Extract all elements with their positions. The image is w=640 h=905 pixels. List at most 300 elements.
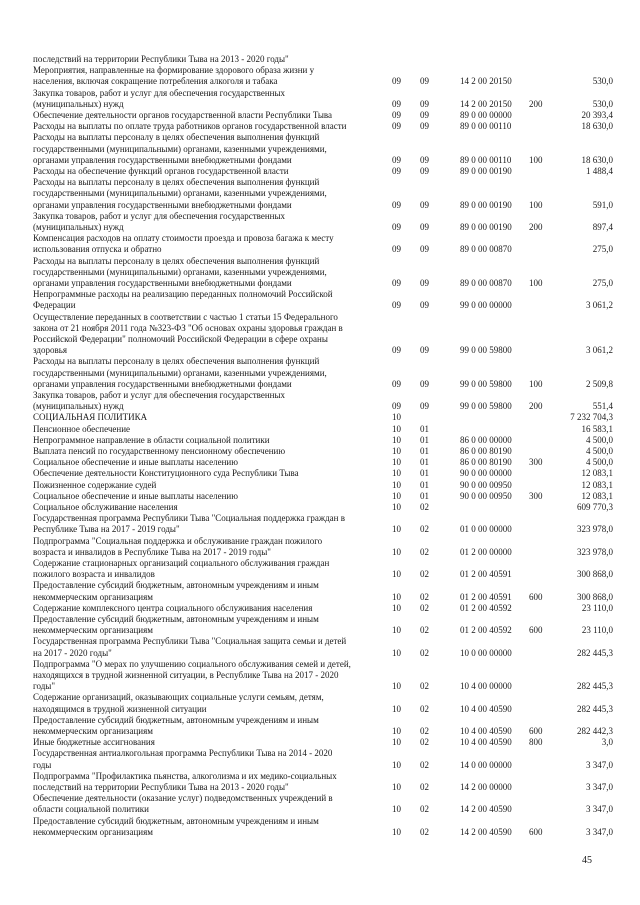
row-name-line: здоровья [33, 345, 67, 356]
expense-type-code: 600 [529, 826, 543, 837]
amount: 4 500,0 [586, 445, 613, 456]
row-name [33, 356, 383, 390]
row-name-line: Расходы на обеспечение функций органов государственной власти [33, 166, 289, 176]
target-code: 14 2 00 20150 [460, 98, 512, 109]
row-name-line: Закупка товаров, работ и услуг для обеспечения государственных [33, 87, 286, 98]
expense-type-code: 200 [529, 98, 543, 109]
amount: 300 868,0 [577, 569, 613, 580]
subsection-code: 02 [420, 569, 429, 580]
row-name-line: Государственная программа Республики Тыва "Социальная защита семьи и детей [33, 636, 347, 647]
section-code: 10 [392, 423, 401, 434]
row-name-line: некоммерческим организациям [33, 591, 153, 602]
row-name [33, 166, 383, 177]
table-row [0, 424, 640, 435]
section-code: 09 [392, 165, 401, 176]
table-row [0, 748, 640, 770]
target-code: 90 0 00 00950 [460, 490, 512, 501]
amount: 3 061,2 [586, 300, 613, 311]
amount: 323 978,0 [577, 524, 613, 535]
table-row [0, 513, 640, 535]
subsection-code: 02 [420, 647, 429, 658]
row-name-line: (муниципальных) нужд [33, 222, 124, 232]
section-code: 09 [392, 378, 401, 389]
section-code: 10 [392, 569, 401, 580]
subsection-code: 02 [420, 703, 429, 714]
row-name-line: государственными (муниципальными) органами, казенными учреждениями, [33, 266, 327, 277]
target-code: 01 0 00 00000 [460, 524, 512, 535]
table-row [0, 233, 640, 255]
subsection-code: 02 [420, 681, 429, 692]
table-row [0, 256, 640, 290]
row-name-line: Подпрограмма "О мерах по улучшению социального обслуживания семей и детей, [33, 658, 351, 669]
subsection-code: 02 [420, 602, 429, 613]
subsection-code: 02 [420, 781, 429, 792]
table-row [0, 502, 640, 513]
section-code: 09 [392, 98, 401, 109]
row-name-line: Закупка товаров, работ и услуг для обеспечения государственных [33, 390, 286, 400]
section-code: 09 [392, 345, 401, 356]
table-row [0, 166, 640, 177]
subsection-code: 02 [420, 625, 429, 636]
section-code: 09 [392, 401, 401, 412]
row-name-line: годы [33, 759, 52, 770]
row-name-line: Иные бюджетные ассигнования [33, 737, 155, 748]
table-row [0, 793, 640, 815]
expense-type-code: 600 [529, 725, 543, 736]
table-row [0, 457, 640, 468]
page-number: 45 [582, 855, 592, 866]
subsection-code: 09 [420, 154, 429, 165]
table-row [0, 737, 640, 748]
section-code: 10 [392, 445, 401, 456]
section-code: 10 [392, 479, 401, 490]
target-code: 10 4 00 40590 [460, 737, 512, 748]
row-name [33, 256, 383, 290]
table-row [0, 446, 640, 457]
table-row [0, 312, 640, 357]
table-row [0, 435, 640, 446]
amount: 18 630,0 [581, 154, 613, 165]
row-name [33, 816, 383, 838]
target-code: 90 0 00 00950 [460, 479, 512, 490]
subsection-code: 09 [420, 345, 429, 356]
row-name-line: Обеспечение деятельности органов государственной власти Республики Тыва [33, 110, 333, 120]
section-code: 10 [392, 625, 401, 636]
row-name-line: некоммерческим организациям [33, 826, 153, 837]
target-code: 01 2 00 40592 [460, 625, 512, 636]
row-name-line: последствий на территории Республики Тыва на 2013 - 2020 годы" [33, 54, 289, 64]
row-name [33, 65, 383, 87]
row-name-line: Подпрограмма "Социальная поддержка и обслуживание граждан пожилого [33, 535, 323, 546]
subsection-code: 02 [420, 826, 429, 837]
table-row [0, 636, 640, 658]
section-code: 10 [392, 468, 401, 479]
expense-type-code: 100 [529, 277, 543, 288]
amount: 897,4 [592, 221, 613, 232]
row-name-line: государственными (муниципальными) органами, казенными учреждениями, [33, 188, 327, 199]
subsection-code: 09 [420, 98, 429, 109]
row-name [33, 446, 383, 457]
row-name [33, 54, 383, 65]
target-code: 89 0 00 00110 [460, 154, 512, 165]
target-code: 90 0 00 00000 [460, 468, 512, 479]
table-row [0, 536, 640, 558]
row-name-line: СОЦИАЛЬНАЯ ПОЛИТИКА [33, 412, 148, 423]
row-name-line: возраста и инвалидов в Республике Тыва на 2017 - 2019 годы" [33, 546, 271, 557]
row-name [33, 289, 383, 311]
table-row [0, 558, 640, 580]
section-code: 10 [392, 804, 401, 815]
row-name [33, 121, 383, 132]
target-code: 14 2 00 40590 [460, 826, 512, 837]
row-name-line: Пенсионное обеспечение [33, 423, 131, 434]
row-name [33, 390, 383, 412]
amount: 3 347,0 [586, 826, 613, 837]
expense-type-code: 200 [529, 221, 543, 232]
section-code: 10 [392, 737, 401, 748]
table-row [0, 692, 640, 714]
table-row [0, 211, 640, 233]
target-code: 10 4 00 40590 [460, 725, 512, 736]
row-name-line: на 2017 - 2020 годы" [33, 647, 112, 658]
row-name [33, 580, 383, 602]
row-name [33, 692, 383, 714]
subsection-code: 09 [420, 401, 429, 412]
target-code: 14 2 00 40590 [460, 804, 512, 815]
section-code: 10 [392, 524, 401, 535]
section-code: 09 [392, 109, 401, 120]
table-row [0, 412, 640, 423]
target-code: 89 0 00 00000 [460, 109, 512, 120]
subsection-code: 02 [420, 759, 429, 770]
amount: 323 978,0 [577, 546, 613, 557]
table-row [0, 177, 640, 211]
section-code: 10 [392, 681, 401, 692]
row-name-line: Пожизненное содержание судей [33, 479, 157, 490]
row-name-line: годы" [33, 681, 56, 692]
row-name-line: Социальное обслуживание населения [33, 502, 178, 512]
target-code: 86 0 00 80190 [460, 445, 512, 456]
row-name-line: Непрограммные расходы на реализацию переданных полномочий Российской [33, 289, 333, 300]
target-code: 01 2 00 40591 [460, 591, 512, 602]
subsection-code: 01 [420, 490, 429, 501]
table-row [0, 491, 640, 502]
section-code: 09 [392, 154, 401, 165]
row-name [33, 502, 383, 513]
row-name [33, 614, 383, 636]
row-name-line: Выплата пенсий по государственному пенсионному обеспечению [33, 446, 286, 456]
table-row [0, 468, 640, 479]
expense-type-code: 300 [529, 490, 543, 501]
amount: 20 393,4 [581, 109, 613, 120]
row-name-line: Предоставление субсидий бюджетным, автономным учреждениям и иным [33, 815, 319, 826]
row-name-line: органами управления государственными внебюджетными фондами [33, 278, 292, 288]
row-name-line: органами управления государственными внебюджетными фондами [33, 154, 292, 165]
row-name-line: органами управления государственными внебюджетными фондами [33, 378, 292, 389]
subsection-code: 01 [420, 457, 429, 468]
target-code: 01 2 00 00000 [460, 546, 512, 557]
target-code: 10 0 00 00000 [460, 647, 512, 658]
amount: 282 445,3 [577, 681, 613, 692]
subsection-code: 09 [420, 109, 429, 120]
row-name [33, 211, 383, 233]
section-code: 10 [392, 501, 401, 512]
row-name [33, 737, 383, 748]
section-code: 09 [392, 277, 401, 288]
row-name-line: Предоставление субсидий бюджетным, автономным учреждениям и иным [33, 614, 319, 624]
amount: 16 583,1 [581, 423, 613, 434]
row-name-line: Расходы на выплаты персоналу в целях обеспечения выполнения функций [33, 255, 320, 266]
row-name [33, 536, 383, 558]
table-row [0, 816, 640, 838]
row-name [33, 558, 383, 580]
section-code: 10 [392, 457, 401, 468]
amount: 591,0 [592, 199, 613, 210]
row-name [33, 435, 383, 446]
target-code: 89 0 00 00870 [460, 277, 512, 288]
target-code: 89 0 00 00870 [460, 244, 512, 255]
target-code: 99 0 00 59800 [460, 378, 512, 389]
amount: 282 445,3 [577, 703, 613, 714]
target-code: 89 0 00 00190 [460, 221, 512, 232]
section-code: 10 [392, 546, 401, 557]
row-name-line: (муниципальных) нужд [33, 401, 124, 412]
row-name-line: последствий на территории Республики Тыва на 2013 - 2020 годы" [33, 782, 289, 792]
row-name [33, 491, 383, 502]
row-name-line: находящихся в трудной жизненной ситуации, в Республике Тыва на 2017 - 2020 [33, 670, 339, 680]
amount: 3 061,2 [586, 345, 613, 356]
section-code: 09 [392, 76, 401, 87]
table-row [0, 390, 640, 412]
target-code: 89 0 00 00190 [460, 165, 512, 176]
row-name-line: Подпрограмма "Профилактика пьянства, алкоголизма и их медико-социальных [33, 770, 337, 781]
subsection-code: 09 [420, 378, 429, 389]
subsection-code: 01 [420, 468, 429, 479]
row-name-line: Республике Тыва на 2017 - 2019 годы" [33, 524, 180, 535]
amount: 530,0 [592, 98, 613, 109]
target-code: 89 0 00 00110 [460, 121, 512, 132]
subsection-code: 01 [420, 479, 429, 490]
subsection-code: 02 [420, 546, 429, 557]
target-code: 10 4 00 00000 [460, 681, 512, 692]
target-code: 01 2 00 40591 [460, 569, 512, 580]
subsection-code: 02 [420, 524, 429, 535]
section-code: 10 [392, 490, 401, 501]
row-name-line: Расходы на выплаты персоналу в целях обеспечения выполнения функций [33, 132, 320, 143]
row-name [33, 513, 383, 535]
amount: 7 232 704,3 [570, 412, 613, 423]
row-name [33, 793, 383, 815]
section-code: 10 [392, 826, 401, 837]
row-name-line: некоммерческим организациям [33, 726, 153, 736]
row-name-line: Российской Федерации" полномочий Российской Федерации в сфере охраны [33, 334, 328, 344]
subsection-code: 02 [420, 804, 429, 815]
subsection-code: 01 [420, 423, 429, 434]
row-name [33, 636, 383, 658]
row-name-line: Содержание организаций, оказывающих социальные услуги семьям, детям, [33, 692, 324, 703]
amount: 3 347,0 [586, 804, 613, 815]
row-name [33, 659, 383, 693]
section-code: 10 [392, 703, 401, 714]
target-code: 14 0 00 00000 [460, 759, 512, 770]
section-code: 10 [392, 781, 401, 792]
row-name-line: использования отпуска и обратно [33, 244, 162, 255]
subsection-code: 01 [420, 434, 429, 445]
amount: 4 500,0 [586, 457, 613, 468]
section-code: 10 [392, 434, 401, 445]
expense-type-code: 100 [529, 199, 543, 210]
row-name [33, 132, 383, 166]
row-name-line: Содержание стационарных организаций социального обслуживания граждан [33, 558, 330, 568]
target-code: 01 2 00 40592 [460, 602, 512, 613]
subsection-code: 09 [420, 165, 429, 176]
target-code: 99 0 00 59800 [460, 345, 512, 356]
amount: 12 083,1 [581, 479, 613, 490]
section-code: 09 [392, 121, 401, 132]
amount: 282 445,3 [577, 647, 613, 658]
row-name [33, 412, 383, 423]
table-row [0, 715, 640, 737]
row-name-line: некоммерческим организациям [33, 625, 153, 636]
target-code: 89 0 00 00190 [460, 199, 512, 210]
row-name-line: находящимся в трудной жизненной ситуации [33, 703, 207, 714]
section-code: 10 [392, 412, 401, 423]
row-name-line: государственными (муниципальными) органами, казенными учреждениями, [33, 367, 327, 378]
table-row [0, 289, 640, 311]
table-row [0, 132, 640, 166]
table-row [0, 580, 640, 602]
row-name-line: Расходы на выплаты по оплате труда работников органов государственной власти [33, 121, 347, 132]
row-name-line: Предоставление субсидий бюджетным, автономным учреждениям и иным [33, 714, 319, 725]
expense-type-code: 100 [529, 378, 543, 389]
section-code: 10 [392, 591, 401, 602]
subsection-code: 02 [420, 725, 429, 736]
amount: 1 488,4 [586, 165, 613, 176]
table-row [0, 480, 640, 491]
row-name [33, 715, 383, 737]
row-name [33, 603, 383, 614]
expense-type-code: 600 [529, 591, 543, 602]
table-row [0, 603, 640, 614]
table-row [0, 614, 640, 636]
expense-type-code: 300 [529, 457, 543, 468]
row-name-line: Обеспечение деятельности Конституционного суда Республики Тыва [33, 468, 299, 479]
amount: 2 509,8 [586, 378, 613, 389]
row-name-line: Осуществление переданных в соответствии с частью 1 статьи 15 Федерального [33, 311, 338, 322]
row-name [33, 771, 383, 793]
section-code: 09 [392, 199, 401, 210]
expense-type-code: 600 [529, 625, 543, 636]
row-name-line: Предоставление субсидий бюджетным, автономным учреждениям и иным [33, 580, 319, 591]
row-name-line: Социальное обеспечение и иные выплаты населению [33, 457, 238, 468]
amount: 4 500,0 [586, 434, 613, 445]
section-code: 09 [392, 221, 401, 232]
subsection-code: 01 [420, 445, 429, 456]
row-name-line: Обеспечение деятельности (оказание услуг) подведомственных учреждений в [33, 793, 333, 804]
subsection-code: 09 [420, 199, 429, 210]
target-code: 10 4 00 40590 [460, 703, 512, 714]
row-name-line: государственными (муниципальными) органами, казенными учреждениями, [33, 143, 327, 154]
amount: 23 110,0 [581, 625, 613, 636]
target-code: 14 2 00 20150 [460, 76, 512, 87]
row-name-line: пожилого возраста и инвалидов [33, 569, 155, 580]
row-name [33, 312, 383, 357]
row-name-line: области социальной политики [33, 804, 149, 815]
section-code: 10 [392, 602, 401, 613]
row-name [33, 424, 383, 435]
section-code: 10 [392, 725, 401, 736]
row-name-line: органами управления государственными внебюджетными фондами [33, 199, 292, 210]
section-code: 09 [392, 300, 401, 311]
subsection-code: 09 [420, 221, 429, 232]
amount: 282 442,3 [577, 725, 613, 736]
table-row [0, 88, 640, 110]
table-row [0, 54, 640, 65]
table-row [0, 771, 640, 793]
row-name-line: Социальное обеспечение и иные выплаты населению [33, 490, 238, 501]
section-code: 10 [392, 647, 401, 658]
row-name [33, 457, 383, 468]
amount: 12 083,1 [581, 490, 613, 501]
row-name [33, 177, 383, 211]
row-name [33, 468, 383, 479]
row-name-line: Компенсация расходов на оплату стоимости проезда и провоза багажа к месту [33, 233, 334, 244]
target-code: 86 0 00 00000 [460, 434, 512, 445]
row-name [33, 110, 383, 121]
row-name-line: Содержание комплексного центра социального обслуживания населения [33, 602, 313, 613]
row-name-line: Расходы на выплаты персоналу в целях обеспечения выполнения функций [33, 356, 320, 367]
subsection-code: 09 [420, 300, 429, 311]
subsection-code: 09 [420, 244, 429, 255]
subsection-code: 09 [420, 277, 429, 288]
row-name-line: Закупка товаров, работ и услуг для обеспечения государственных [33, 210, 286, 221]
subsection-code: 02 [420, 737, 429, 748]
amount: 23 110,0 [581, 602, 613, 613]
row-name-line: закона от 21 ноября 2011 года №323-ФЗ "Об основах охраны здоровья граждан в [33, 322, 343, 333]
row-name-line: Непрограммное направление в области социальной политики [33, 434, 270, 445]
subsection-code: 02 [420, 591, 429, 602]
amount: 3,0 [601, 737, 613, 748]
amount: 300 868,0 [577, 591, 613, 602]
table-row [0, 65, 640, 87]
amount: 18 630,0 [581, 121, 613, 132]
amount: 3 347,0 [586, 759, 613, 770]
section-code: 09 [392, 244, 401, 255]
row-name-line: Федерации [33, 300, 76, 311]
row-name-line: (муниципальных) нужд [33, 98, 124, 109]
row-name [33, 748, 383, 770]
expense-type-code: 100 [529, 154, 543, 165]
row-name-line: Мероприятия, направленные на формирование здорового образа жизни у [33, 65, 315, 76]
amount: 551,4 [592, 401, 613, 412]
amount: 12 083,1 [581, 468, 613, 479]
subsection-code: 09 [420, 121, 429, 132]
row-name-line: Расходы на выплаты персоналу в целях обеспечения выполнения функций [33, 177, 320, 188]
section-code: 10 [392, 759, 401, 770]
expense-type-code: 200 [529, 401, 543, 412]
table-row [0, 110, 640, 121]
amount: 275,0 [592, 244, 613, 255]
row-name [33, 480, 383, 491]
table-row [0, 121, 640, 132]
amount: 275,0 [592, 277, 613, 288]
row-name-line: населения, включая сокращение потребления алкоголя и табака [33, 76, 278, 87]
target-code: 86 0 00 80190 [460, 457, 512, 468]
subsection-code: 02 [420, 501, 429, 512]
table-row [0, 356, 640, 390]
target-code: 99 0 00 59800 [460, 401, 512, 412]
table-row [0, 659, 640, 693]
